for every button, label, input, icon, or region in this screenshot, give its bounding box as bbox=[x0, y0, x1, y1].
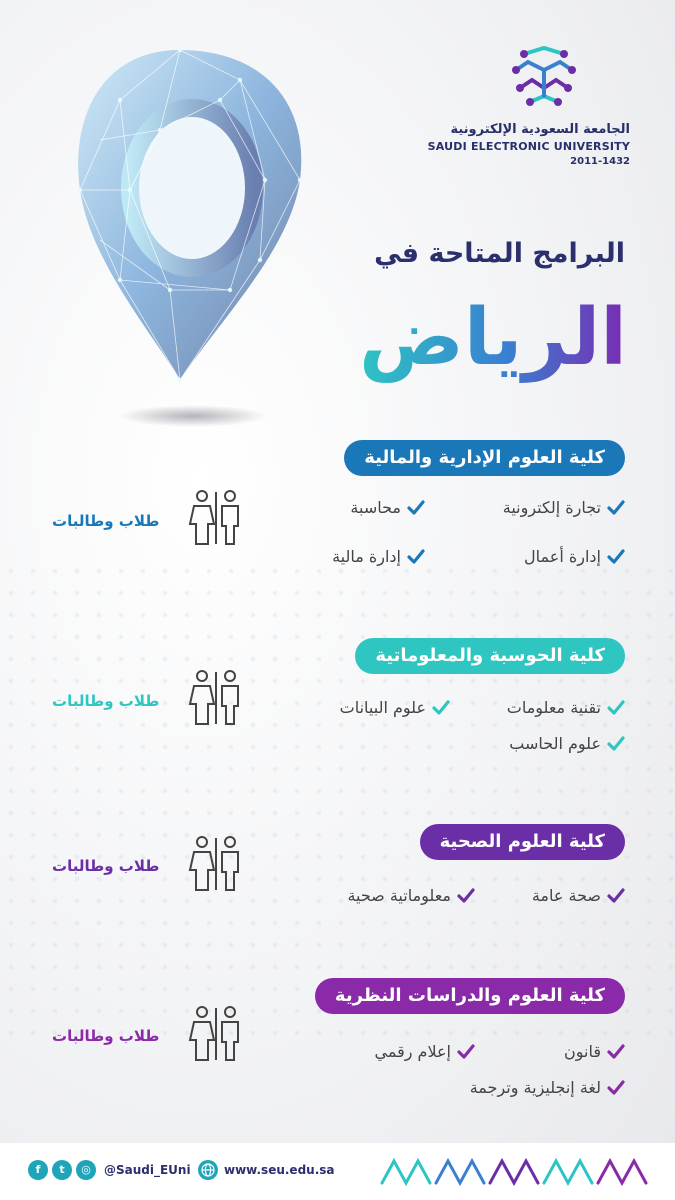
program-item: إدارة مالية bbox=[332, 547, 425, 566]
city-name: الرياض bbox=[359, 288, 627, 388]
twitter-icon[interactable]: t bbox=[52, 1160, 72, 1180]
program-item: تجارة إلكترونية bbox=[503, 498, 625, 517]
program-item: لغة إنجليزية وترجمة bbox=[470, 1078, 625, 1097]
college-admin-finance bbox=[45, 440, 625, 580]
students-label: طلاب وطالبات bbox=[52, 1027, 160, 1045]
program-item: علوم البيانات bbox=[340, 698, 450, 717]
college-title: كلية العلوم الإدارية والمالية bbox=[344, 440, 625, 476]
logo-name-arabic: الجامعة السعودية الإلكترونية bbox=[450, 122, 630, 137]
male-female-icon bbox=[186, 490, 246, 546]
logo-name-english: SAUDI ELECTRONIC UNIVERSITY bbox=[427, 140, 630, 153]
checkmark-icon bbox=[607, 887, 625, 905]
website-link[interactable] bbox=[198, 1160, 335, 1180]
students-label: طلاب وطالبات bbox=[52, 512, 160, 530]
checkmark-icon bbox=[607, 1079, 625, 1097]
checkmark-icon bbox=[407, 548, 425, 566]
program-item: تقنية معلومات bbox=[507, 698, 625, 717]
program-item: محاسبة bbox=[350, 498, 425, 517]
facebook-icon[interactable]: f bbox=[28, 1160, 48, 1180]
college-title: كلية العلوم والدراسات النظرية bbox=[315, 978, 625, 1014]
location-pin-icon bbox=[60, 40, 320, 390]
checkmark-icon bbox=[407, 499, 425, 517]
instagram-icon[interactable]: ◎ bbox=[76, 1160, 96, 1180]
students-label: طلاب وطالبات bbox=[52, 857, 160, 875]
pin-shadow bbox=[118, 405, 268, 427]
footer bbox=[0, 1143, 675, 1200]
checkmark-icon bbox=[607, 499, 625, 517]
program-item: قانون bbox=[564, 1042, 625, 1061]
checkmark-icon bbox=[607, 1043, 625, 1061]
checkmark-icon bbox=[607, 699, 625, 717]
logo-years: 2011-1432 bbox=[570, 156, 630, 167]
social-handle[interactable]: @Saudi_EUni bbox=[104, 1163, 191, 1177]
website-url[interactable]: www.seu.edu.sa bbox=[224, 1163, 335, 1177]
background-dot-pattern bbox=[0, 560, 675, 1040]
checkmark-icon bbox=[457, 1043, 475, 1061]
students-label: طلاب وطالبات bbox=[52, 692, 160, 710]
program-item: علوم الحاسب bbox=[509, 734, 625, 753]
checkmark-icon bbox=[607, 548, 625, 566]
university-logo bbox=[390, 40, 630, 172]
checkmark-icon bbox=[607, 735, 625, 753]
program-item: إعلام رقمي bbox=[375, 1042, 476, 1061]
male-female-icon bbox=[186, 836, 246, 892]
checkmark-icon bbox=[432, 699, 450, 717]
globe-icon bbox=[198, 1160, 218, 1180]
college-title: كلية الحوسبة والمعلوماتية bbox=[355, 638, 625, 674]
social-links bbox=[28, 1160, 191, 1180]
college-title: كلية العلوم الصحية bbox=[420, 824, 625, 860]
checkmark-icon bbox=[457, 887, 475, 905]
program-item: صحة عامة bbox=[532, 886, 625, 905]
male-female-icon bbox=[186, 670, 246, 726]
program-item: إدارة أعمال bbox=[524, 547, 625, 566]
headline: البرامج المتاحة في bbox=[374, 238, 625, 269]
decorative-pattern bbox=[380, 1155, 650, 1187]
logo-mark-icon bbox=[506, 40, 582, 116]
male-female-icon bbox=[186, 1006, 246, 1062]
program-item: معلوماتية صحية bbox=[347, 886, 475, 905]
